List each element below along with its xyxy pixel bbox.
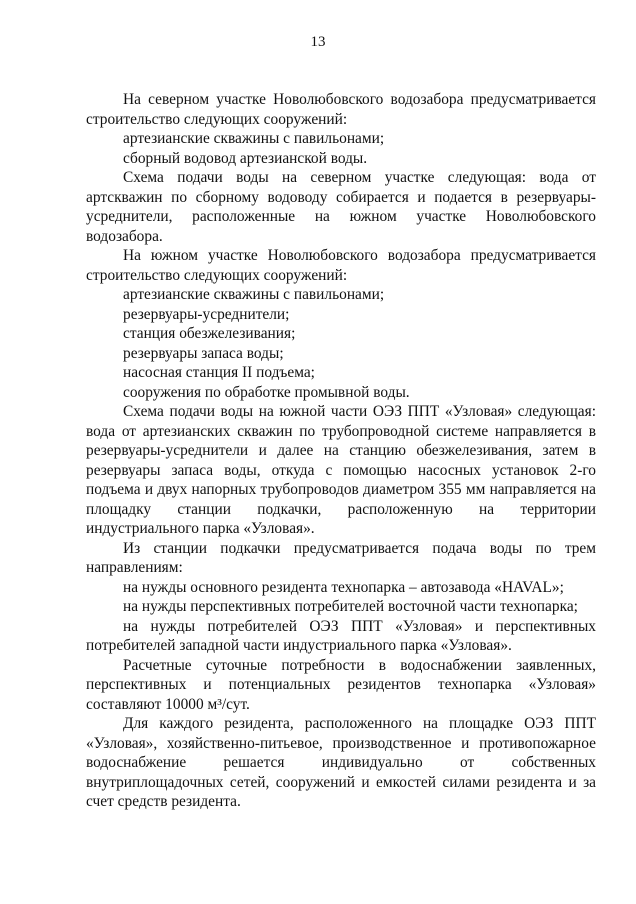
paragraph-daily-needs: Расчетные суточные потребности в водоснабжении заявленных, перспективных и потенциальных резидентов технопарка «Узловая» составляют 10000 м³/сут. — [86, 656, 596, 713]
list-item: сооружения по обработке промывной воды. — [123, 383, 410, 401]
list-item: станция обезжелезивания; — [123, 325, 296, 342]
list-item: на нужды перспективных потребителей восточной части технопарка; — [123, 598, 578, 615]
list-item: насосная станция II подъема; — [123, 364, 315, 381]
paragraph-south-scheme: Схема подачи воды на южной части ОЭЗ ППТ «Узловая» следующая: вода от артезианских скважин по трубопроводной системе направляется в резервуары-усреднители и далее на станцию обезжелезивания, затем в резервуары запаса воды, откуда с помощью насосных установок 2-го подъема и двух напорных трубопроводов диаметром 355 мм направляется на площадку станции подкачки, расположенную на территории индустриального парка «Узловая». — [86, 403, 596, 537]
document-body — [86, 90, 596, 812]
list-item: артезианские скважины с павильонами; — [123, 286, 385, 303]
list-item: сборный водовод артезианской воды. — [123, 149, 368, 167]
list-item: резервуары-усреднители; — [123, 305, 290, 323]
list-item: артезианские скважины с павильонами; — [123, 130, 385, 147]
page-number: 13 — [310, 34, 326, 50]
paragraph-north-scheme: Схема подачи воды на северном участке следующая: вода от артскважин по сборному водоводу собирается и подается в резервуары-усреднители, расположенные на южном участке Новолюбовского водозабора. — [86, 169, 596, 245]
paragraph-south-site: На южном участке Новолюбовского водозабора предусматривается строительство следующих сооружений: — [86, 247, 596, 284]
list-item: на нужды основного резидента технопарка – автозавода «HAVAL»; — [123, 578, 564, 596]
list-item: резервуары запаса воды; — [123, 344, 284, 362]
paragraph-north-site: На северном участке Новолюбовского водозабора предусматривается строительство следующих сооружений: — [86, 91, 596, 128]
paragraph-resident-supply: Для каждого резидента, расположенного на площадке ОЭЗ ППТ «Узловая», хозяйственно-питьевое, производственное и противопожарное водоснабжение решается индивидуально от собственных внутриплощадочных сетей, сооружений и емкостей силами резидента и за счет средств резидента. — [86, 715, 596, 810]
paragraph-pump-station: Из станции подкачки предусматривается подача воды по трем направлениям: — [86, 539, 596, 576]
paragraph-west-consumers: на нужды потребителей ОЭЗ ППТ «Узловая» и перспективных потребителей западной части индустриального парка «Узловая». — [86, 617, 596, 654]
